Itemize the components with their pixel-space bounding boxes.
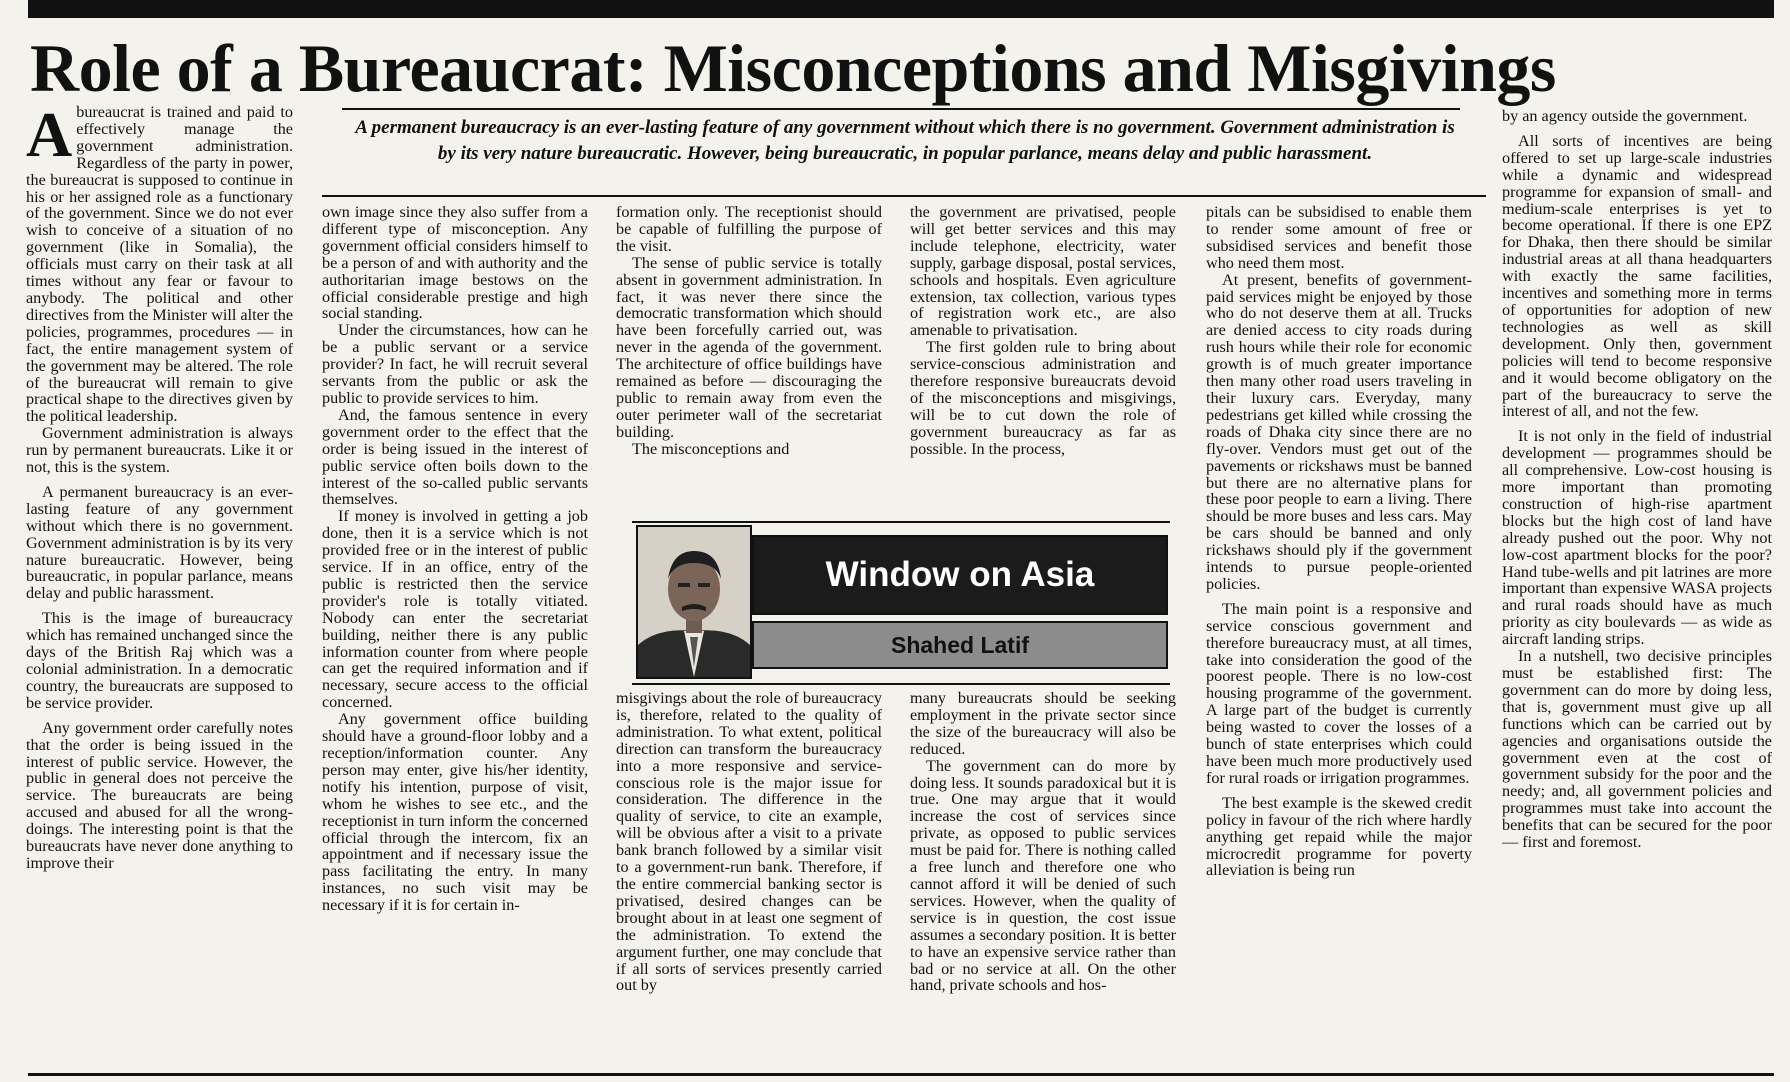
paragraph: The sense of public service is totally absent in government administration. In fact, it was never there since the democratic transformation which should have been forcefully carried out, was never in the agenda of the government. The architecture of office buildings have remained as before — discouraging the public to remain away from even the outer perimeter wall of the secretariat building. <box>616 253 882 441</box>
column-1 <box>26 104 293 1066</box>
paragraph: And, the famous sentence in every government order to the effect that the order is being issued in the interest of public service often boils down to the interest of the so-called public servants themselves. <box>322 405 588 509</box>
column-5 <box>1206 204 1472 1066</box>
byline-banner: Shahed Latif <box>752 621 1168 669</box>
paragraph: It is not only in the field of industrial development — programmes should be all comprehensive. Low-cost housing is more important than promoting construction of high-rise apartment blocks but the high cost of land have already pushed out the poor. Why not low-cost apartment blocks for the poor? Hand tube-wells and pit latrines are more important than expensive WASA projects and rural roads should have as much priority as city boulevards — as wide as aircraft landing strips. <box>1502 427 1772 649</box>
paragraph: bureaucrat is trained and paid to effectively manage the government administration. Regardless of the party in power, the bureaucrat is supposed to continue in his or her assigned role as a functionary of the government. Since we do not ever wish to conceive of a situation of no government (like in Somalia), the officials must carry on their task at all times without any fear or favour to anybody. The political and other directives from the Minister will alter the policies, programmes, procedures — in fact, the entire management system of the government may be altered. The role of the bureaucrat will remain to give practical shape to the directives given by the political leadership. <box>26 104 293 426</box>
paragraph: The best example is the skewed credit policy in favour of the rich where hardly anything get repaid while the major microcredit programme for poverty alleviation is being run <box>1206 793 1472 880</box>
paragraph: formation only. The receptionist should be capable of fulfilling the purpose of the visit. <box>616 204 882 255</box>
deck-top-rule <box>342 108 1460 110</box>
paragraph: Any government office building should have a ground-floor lobby and a reception/information counter. Any person may enter, give his/her identity, notify his intention, purpose of visit, whom he wishes to see etc., and the receptionist in turn inform the concerned official through the intercom, fix an appointment and if necessary issue the pass facilitating the entry. In many instances, no such visit may be necessary if it is for certain in- <box>322 710 588 915</box>
paragraph: In a nutshell, two decisive principles must be established first: The government can do more by doing less, that is, government must give up all functions which can be carried out by agencies and organisations outside the government even at the cost of government subsidy for the poor and the needy; and, all government policies and programmes must take into account the benefits that can be secured for the poor — first and foremost. <box>1502 647 1772 852</box>
author-portrait-icon <box>638 527 750 677</box>
headline: Role of a Bureaucrat: Misconceptions and Misgivings <box>30 30 1556 106</box>
column-title-banner: Window on Asia <box>752 535 1168 615</box>
box-bottom-rule <box>632 683 1170 685</box>
author-photo <box>636 525 752 679</box>
paragraph: The first golden rule to bring about service-conscious administration and therefore responsive bureaucrats devoid of the misconceptions and misgivings, will be to cut down the role of government bureaucracy as far as possible. In the process, <box>910 338 1176 458</box>
column-3-top <box>616 204 882 510</box>
paragraph: misgivings about the role of bureaucracy is, therefore, related to the quality of administration. To what extent, political direction can transform the bureaucracy into a more responsive and service-conscious role is the major issue for consideration. The difference in the quality of service, to cite an example, will be obvious after a visit to a private bank branch followed by a similar visit to a government-run bank. Therefore, if the entire commercial banking sector is privatised, desired changes can be brought about in at least one segment of the administration. To extend the argument further, one may conclude that if all sorts of services presently carried out by <box>616 690 882 995</box>
column-4-top <box>910 204 1176 510</box>
paragraph: At present, benefits of government-paid services might be enjoyed by those who do not deserve them at all. Trucks are denied access to city roads during rush hours while their role for economic growth is of much greater importance then many other road users traveling in their luxury cars. Everyday, many pedestrians get killed while crossing the roads of Dhaka city since there are no fly-over. Vendors must get out of the pavements or rickshaws must be banned but there are no alternative plans for these poor people to earn a living. There should be more buses and less cars. May be cars should be banned and only rickshaws should ply if the government intends to pursue people-oriented policies. <box>1206 270 1472 593</box>
deck-text: A permanent bureaucracy is an ever-lasting feature of any government without which there is no government. Government administration is by its very nature bureaucratic. However, being bureaucratic, in popular parlance, means delay and public harassment. <box>355 117 1455 164</box>
paragraph: A permanent bureaucracy is an ever-lasting feature of any government without which there is no government. Government administration is by its very nature bureaucratic. However, being bureaucratic, in popular parlance, means delay and public harassment. <box>26 482 293 603</box>
paragraph: The misconceptions and <box>632 439 790 458</box>
bottom-rule <box>28 1073 1774 1076</box>
column-6 <box>1502 108 1772 1066</box>
paragraph: The government can do more by doing less. It sounds paradoxical but it is true. One may argue that it would increase the cost of services since private, as opposed to public services must be paid for. There is nothing called a free lunch and therefore one who cannot afford it will be denied of such services. However, when the quality of service is in question, the cost issue assumes a secondary position. It is better to have an expensive service rather than bad or no service at all. On the other hand, private schools and hos- <box>910 756 1176 995</box>
paragraph: Under the circumstances, how can he be a public servant or a service provider? In fact, he will recruit several servants from the public or ask the public to provide services to him. <box>322 321 588 407</box>
paragraph: If money is involved in getting a job done, then it is a service which is not provided free or in the interest of public service. If in an office, entry of the public is restricted then the service provider's role is totally vitiated. Nobody can enter the secretariat building, neither there is any public information counter from where people can get the required information and if necessary, secure access to the official concerned. <box>322 507 588 712</box>
paragraph: This is the image of bureaucracy which has remained unchanged since the days of the British Raj which was a colonial administration. In a democratic country, the bureaucrats are supposed to be service provider. <box>26 609 293 712</box>
paragraph: many bureaucrats should be seeking employment in the private sector since the size of the bureaucracy will also be reduced. <box>910 690 1176 758</box>
paragraph: by an agency outside the government. <box>1502 108 1748 125</box>
column-4-bottom <box>910 690 1176 1066</box>
dropcap: A <box>26 104 73 170</box>
paragraph: the government are privatised, people will get better services and this may include telephone, electricity, water supply, garbage disposal, postal services, schools and hospitals. Even agriculture extension, tax collection, various types of registration work etc., are also amenable to privatisation. <box>910 204 1176 340</box>
deck-bottom-rule <box>322 195 1486 197</box>
top-rule <box>28 0 1774 18</box>
paragraph: Any government order carefully notes that the order is being issued in the interest of public service. However, the public in general does not perceive the service. The bureaucrats are being accused and abused for all the wrong-doings. The interesting point is that the bureaucrats have never done anything to improve their <box>26 718 293 872</box>
paragraph: The main point is a responsive and service conscious government and therefore bureaucracy must, at all times, take into consideration the good of the poorest people. There is no low-cost housing programme of the government. A large part of the budget is currently being wasted to cover the losses of a bunch of state enterprises which could have been much more productively used for rural roads or irrigation programmes. <box>1206 599 1472 787</box>
paragraph: own image since they also suffer from a different type of misconception. Any government official considers himself to be a person of and with authority and the authoritarian image bestows on the official considerable prestige and high social standing. <box>322 204 588 323</box>
paragraph: Government administration is always run by permanent bureaucrats. Like it or not, this is the system. <box>26 424 293 477</box>
paragraph: pitals can be subsidised to enable them to render some amount of free or subsidised services and benefit those who need them most. <box>1206 204 1472 272</box>
box-top-rule <box>632 521 1170 523</box>
paragraph: All sorts of incentives are being offered to set up large-scale industries while a dynamic and widespread programme for expansion of small- and medium-scale enterprises is yet to become operational. If there is one EPZ for Dhaka, then there should be similar industrial areas at all thana headquarters with exactly the same facilities, incentives and something more in terms of opportunities for adoption of new technologies as well as skill development. Only then, government policies will tend to become responsive and it would become obligatory on the part of the bureaucracy to serve the interest of all, and not the few. <box>1502 131 1772 421</box>
column-3-bottom <box>616 690 882 1066</box>
column-2 <box>322 204 588 1066</box>
